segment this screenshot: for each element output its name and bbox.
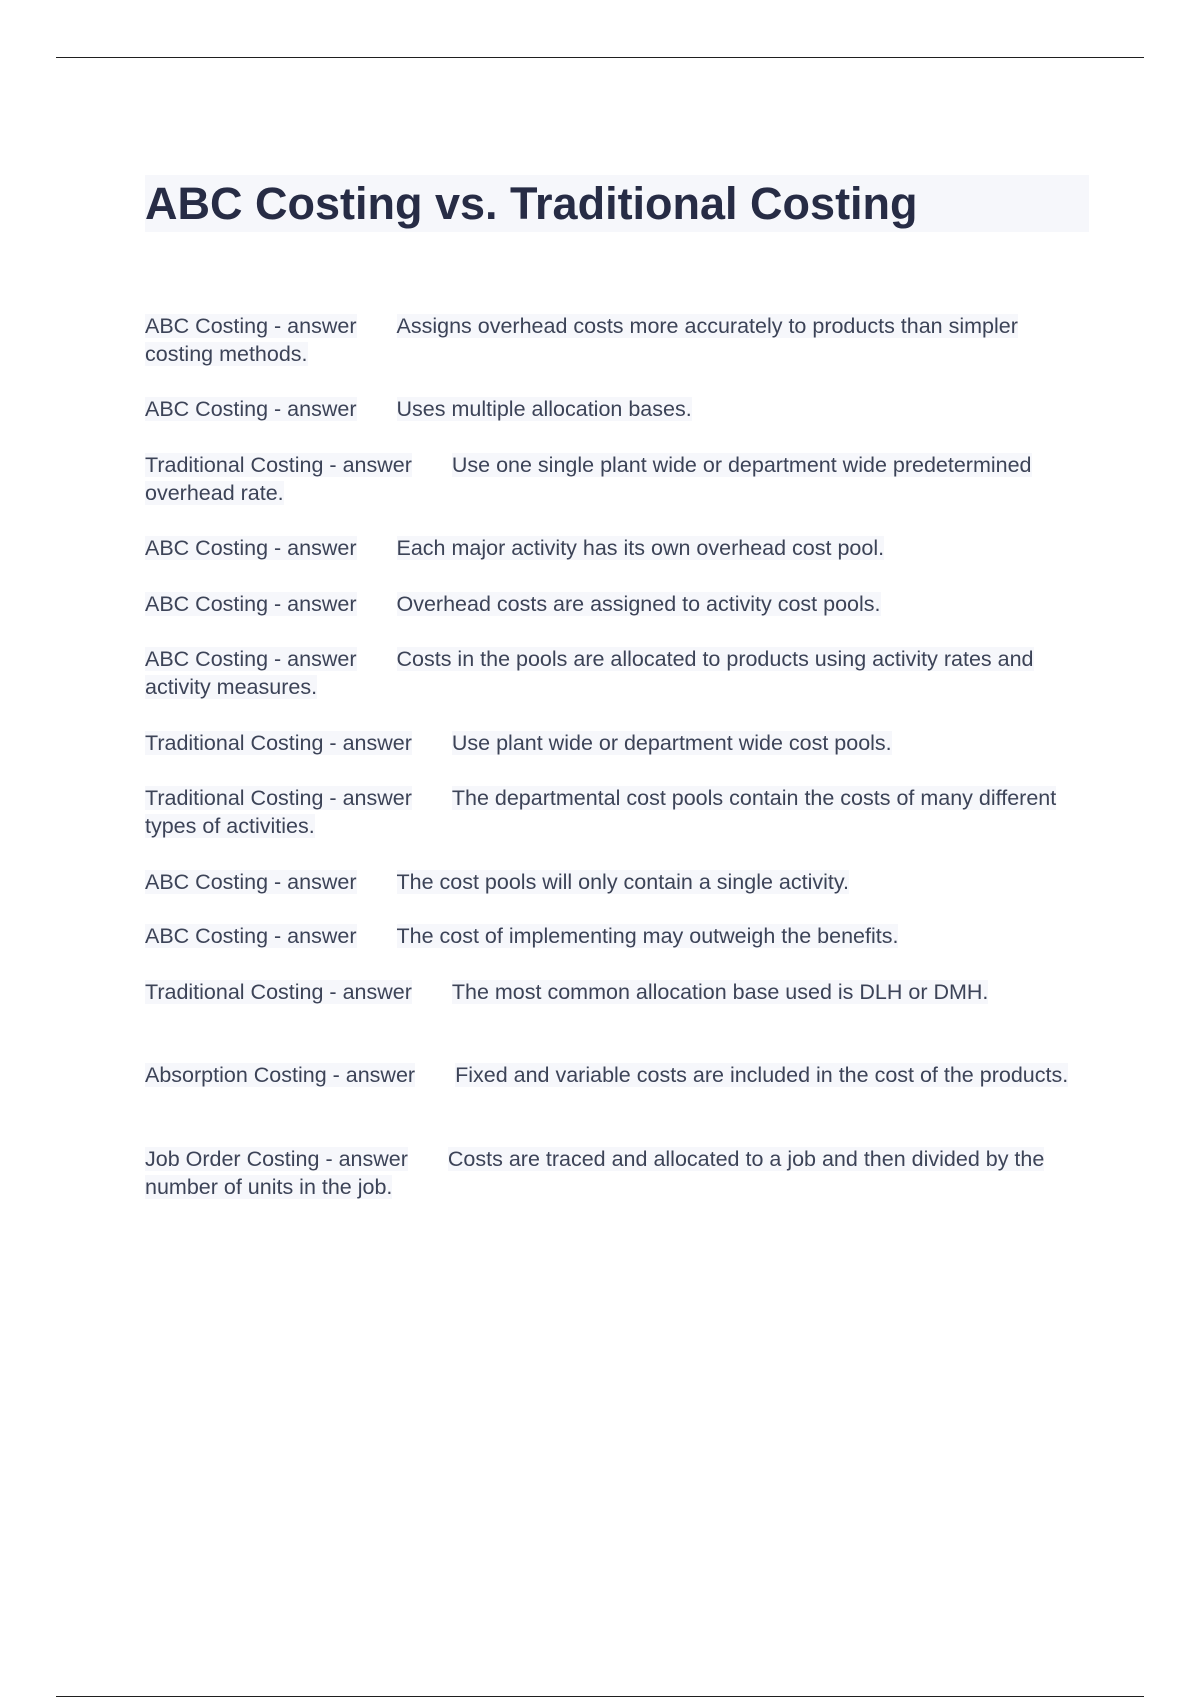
- card-term: Absorption Costing - answer: [145, 1063, 416, 1087]
- card-definition: Assigns overhead costs more accurately to products than simpler costing methods.: [145, 314, 1018, 366]
- card-definition: Overhead costs are assigned to activity cost pools.: [396, 592, 881, 616]
- card-definition: The cost pools will only contain a single activity.: [396, 870, 850, 894]
- card-definition: Costs in the pools are allocated to products using activity rates and activity measures.: [145, 647, 1034, 699]
- card-definition: The most common allocation base used is DLH or DMH.: [451, 980, 989, 1004]
- flashcard: [145, 1145, 1085, 1201]
- card-definition: Uses multiple allocation bases.: [396, 397, 692, 421]
- card-term: ABC Costing - answer: [145, 647, 357, 671]
- flashcard-list: [145, 312, 1085, 1201]
- flashcard: [145, 784, 1085, 868]
- card-definition: Fixed and variable costs are included in the cost of the products.: [455, 1063, 1069, 1087]
- flashcard: [145, 1061, 1085, 1145]
- card-term: Job Order Costing - answer: [145, 1147, 408, 1171]
- card-term: ABC Costing - answer: [145, 536, 357, 560]
- card-term: Traditional Costing - answer: [145, 786, 412, 810]
- card-term: ABC Costing - answer: [145, 314, 357, 338]
- flashcard: [145, 922, 1085, 978]
- flashcard: [145, 534, 1085, 590]
- flashcard: [145, 590, 1085, 645]
- card-term: ABC Costing - answer: [145, 870, 357, 894]
- card-definition: Use one single plant wide or department wide predetermined overhead rate.: [145, 453, 1032, 505]
- card-definition: Use plant wide or department wide cost pools.: [451, 731, 892, 755]
- card-definition: Each major activity has its own overhead cost pool.: [396, 536, 885, 560]
- top-rule: [56, 57, 1144, 58]
- card-term: Traditional Costing - answer: [145, 731, 412, 755]
- card-term: Traditional Costing - answer: [145, 980, 412, 1004]
- bottom-rule: [56, 1696, 1144, 1697]
- flashcard: [145, 645, 1085, 729]
- flashcard: [145, 729, 1085, 784]
- card-term: ABC Costing - answer: [145, 924, 357, 948]
- card-term: Traditional Costing - answer: [145, 453, 412, 477]
- flashcard: [145, 451, 1085, 534]
- card-definition: The departmental cost pools contain the costs of many different types of activities.: [145, 786, 1057, 838]
- card-term: ABC Costing - answer: [145, 592, 357, 616]
- card-definition: The cost of implementing may outweigh the benefits.: [396, 924, 899, 948]
- card-term: ABC Costing - answer: [145, 397, 357, 421]
- flashcard: [145, 312, 1085, 395]
- page-title: ABC Costing vs. Traditional Costing: [145, 175, 1089, 232]
- flashcard: [145, 868, 1085, 922]
- flashcard: [145, 978, 1085, 1061]
- flashcard: [145, 395, 1085, 451]
- card-definition: Costs are traced and allocated to a job and then divided by the number of units in the job.: [145, 1147, 1045, 1199]
